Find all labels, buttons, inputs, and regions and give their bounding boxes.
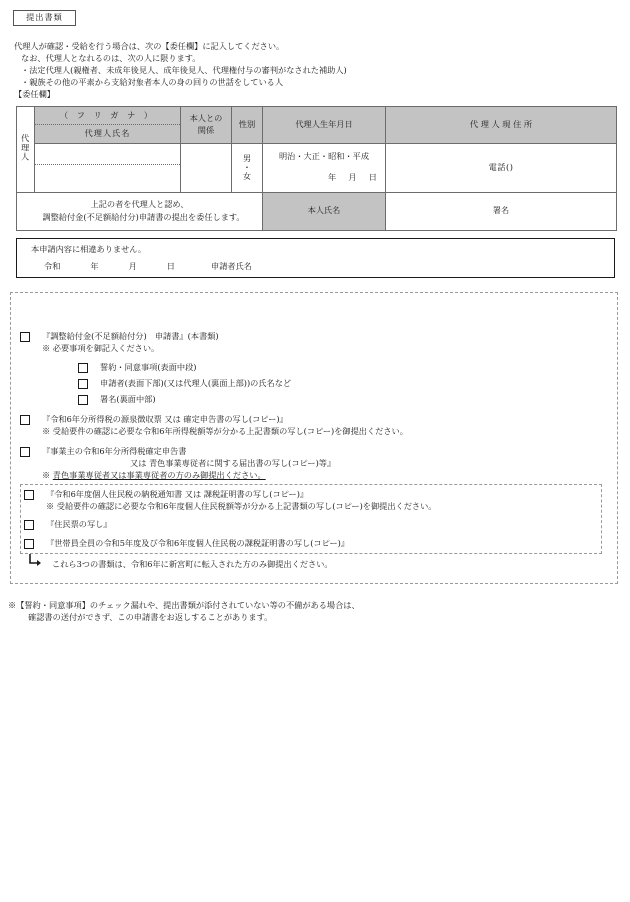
birthdate-ymd-labels: 年 月 日 xyxy=(328,172,379,183)
checklist-note-residence-tax-notice: ※ 受給要件の確認に必要な令和6年度個人住民税額等が分かる上記書類の写し(コピー)を御提出ください。 xyxy=(46,500,437,511)
telephone-paren-open: ( xyxy=(505,161,510,172)
checkbox-residence-tax-notice[interactable] xyxy=(24,490,34,500)
checklist-label-business-owner-line2: 又は 青色事業専従者に関する届出書の写し(コピー)等』 xyxy=(130,457,336,468)
declaration-applicant-name-label[interactable]: 申請者氏名 xyxy=(211,261,252,271)
footer-note xyxy=(8,600,608,624)
checklist-note-business-owner-prefix: ※ xyxy=(42,469,53,480)
table-header-row xyxy=(17,107,617,144)
checklist-item-residence-tax-notice[interactable] xyxy=(24,489,599,513)
delegation-table xyxy=(16,106,617,231)
field-agent-name[interactable] xyxy=(35,143,181,192)
checklist-label-household-tax-certificate: 『世帯員全員の令和5年度及び令和6年度個人住民税の課税証明書の写し(コピー)』 xyxy=(46,538,350,548)
header-birthdate: 代理人生年月日 xyxy=(263,107,386,144)
checkbox-business-owner-return[interactable] xyxy=(20,447,30,457)
instruction-line-1: 代理人が確認・受給を行う場合は、次の【委任欄】に記入してください。 xyxy=(14,41,285,51)
footer-note-line-1: ※【誓約・同意事項】のチェック漏れや、提出書類が添付されていない等の不備がある場合は、 xyxy=(8,600,360,610)
submission-documents-title: 提出書類 xyxy=(13,10,76,26)
checkbox-residence-certificate[interactable] xyxy=(24,520,34,530)
checkbox-applicant-name[interactable] xyxy=(78,379,88,389)
declaration-box xyxy=(16,238,615,278)
declaration-month-label[interactable]: 月 xyxy=(128,261,137,271)
birthdate-era-options[interactable]: 明治・大正・昭和・平成 xyxy=(278,151,370,162)
checklist-item-business-owner-return[interactable] xyxy=(20,446,610,482)
checklist-label-residence-certificate: 『住民票の写し』 xyxy=(46,519,112,529)
checklist-label-residence-tax-notice: 『令和6年度個人住民税の納税通知書 又は 課税証明書の写し(コピー)』 xyxy=(46,489,309,499)
checklist-item-household-tax-certificate[interactable] xyxy=(24,538,599,550)
checklist-item-residence-certificate[interactable] xyxy=(24,519,599,531)
footer-note-line-2: 確認書の送付ができず、この申請書をお返しすることがあります。 xyxy=(28,611,273,622)
telephone-label: 電話 xyxy=(488,161,506,172)
field-signature[interactable] xyxy=(386,192,617,230)
transferred-residents-note-text: これら3つの書類は、令和6年に新宮町に転入された方のみ御提出ください。 xyxy=(52,559,333,569)
consent-line-2: 調整給付金(不足額給付分)申請書の提出を委任します。 xyxy=(42,212,245,223)
checkbox-pledge-consent[interactable] xyxy=(78,363,88,373)
instruction-line-3: ・法定代理人(親権者、未成年後見人、成年後見人、代理権付与の審判がなされた補助人) xyxy=(21,64,347,75)
checklist-item-withholding-slip[interactable] xyxy=(20,414,610,438)
sex-option-male[interactable]: 男 xyxy=(242,153,252,164)
table-body-row xyxy=(17,143,617,192)
header-relationship xyxy=(181,107,232,144)
checklist-label-business-owner-line1: 『事業主の令和6年分所得税確定申告書 xyxy=(42,446,187,456)
label-self-name: 本人氏名 xyxy=(263,192,386,230)
checklist-note-withholding-slip: ※ 受給要件の確認に必要な令和6年所得税額等が分かる上記書類の写し(コピー)を御提出ください。 xyxy=(42,425,408,436)
checklist-item-pledge-consent[interactable] xyxy=(78,362,578,374)
checklist-label-applicant-name: 申請者(表面下部)(又は代理人(裏面上部))の氏名など xyxy=(100,378,292,388)
checkbox-household-tax-certificate[interactable] xyxy=(24,539,34,549)
checklist-item-application-form[interactable] xyxy=(20,331,600,355)
checkbox-application-form[interactable] xyxy=(20,332,30,342)
header-name-label: 代理人氏名 xyxy=(84,127,131,138)
header-furigana: （ フ リ ガ ナ ） xyxy=(35,107,180,125)
field-agent-name-input[interactable] xyxy=(35,165,180,192)
row-label-agent xyxy=(17,107,35,193)
corner-arrow-icon xyxy=(28,553,42,567)
header-agent-name xyxy=(35,107,181,144)
checklist-note-application-form: ※ 必要事項を御記入ください。 xyxy=(42,342,160,353)
declaration-year-label[interactable]: 年 xyxy=(90,261,99,271)
declaration-day-label[interactable]: 日 xyxy=(166,261,175,271)
instructions-block xyxy=(14,41,614,100)
checklist-item-applicant-name[interactable] xyxy=(78,378,578,390)
transferred-residents-note xyxy=(28,559,588,571)
instruction-line-2: なお、代理人となれるのは、次の人に限ります。 xyxy=(21,52,201,63)
consent-statement xyxy=(17,192,263,230)
row-label-agent-text: 代理人 xyxy=(20,133,31,162)
field-relationship-input[interactable] xyxy=(181,143,232,192)
consent-line-1: 上記の者を代理人と認め、 xyxy=(90,199,189,210)
declaration-era: 令和 xyxy=(44,261,61,271)
field-agent-furigana-input[interactable] xyxy=(35,144,180,165)
checkbox-withholding-slip[interactable] xyxy=(20,415,30,425)
field-agent-address[interactable] xyxy=(386,143,617,192)
field-birthdate[interactable] xyxy=(263,143,386,192)
table-consent-row xyxy=(17,192,617,230)
header-relationship-line1: 本人との xyxy=(189,113,223,123)
sex-option-female[interactable]: 女 xyxy=(242,171,252,182)
checklist-item-signature[interactable] xyxy=(78,394,578,406)
checklist-label-signature: 署名(裏面中部) xyxy=(100,394,156,404)
telephone-paren-close: ) xyxy=(509,161,514,172)
sex-separator: ・ xyxy=(242,162,252,173)
checklist-label-pledge-consent: 誓約・同意事項(表面中段) xyxy=(100,362,197,372)
checklist-label-application-form: 『調整給付金(不足額給付分) 申請書』(本書類) xyxy=(42,331,219,341)
signature-label: 署名 xyxy=(492,205,510,216)
declaration-statement: 本申請内容に相違ありません。 xyxy=(31,244,147,254)
checklist-label-withholding-slip: 『令和6年分所得税の源泉徴収票 又は 確定申告書の写し(コピー)』 xyxy=(42,414,288,424)
header-relationship-line2: 関係 xyxy=(197,124,215,135)
header-address: 代 理 人 現 住 所 xyxy=(386,107,617,144)
checklist-note-business-owner-underlined: 青色事業専従者又は事業専従者の方のみ御提出ください。 xyxy=(52,469,266,480)
header-sex: 性別 xyxy=(232,107,263,144)
declaration-date-row xyxy=(44,261,252,273)
delegation-section-heading: 【委任欄】 xyxy=(14,88,55,99)
field-sex-selector[interactable] xyxy=(232,143,263,192)
checkbox-signature[interactable] xyxy=(78,395,88,405)
instruction-line-4: ・親族その他の平素から支給対象者本人の身の回りの世話をしている人 xyxy=(21,76,284,87)
